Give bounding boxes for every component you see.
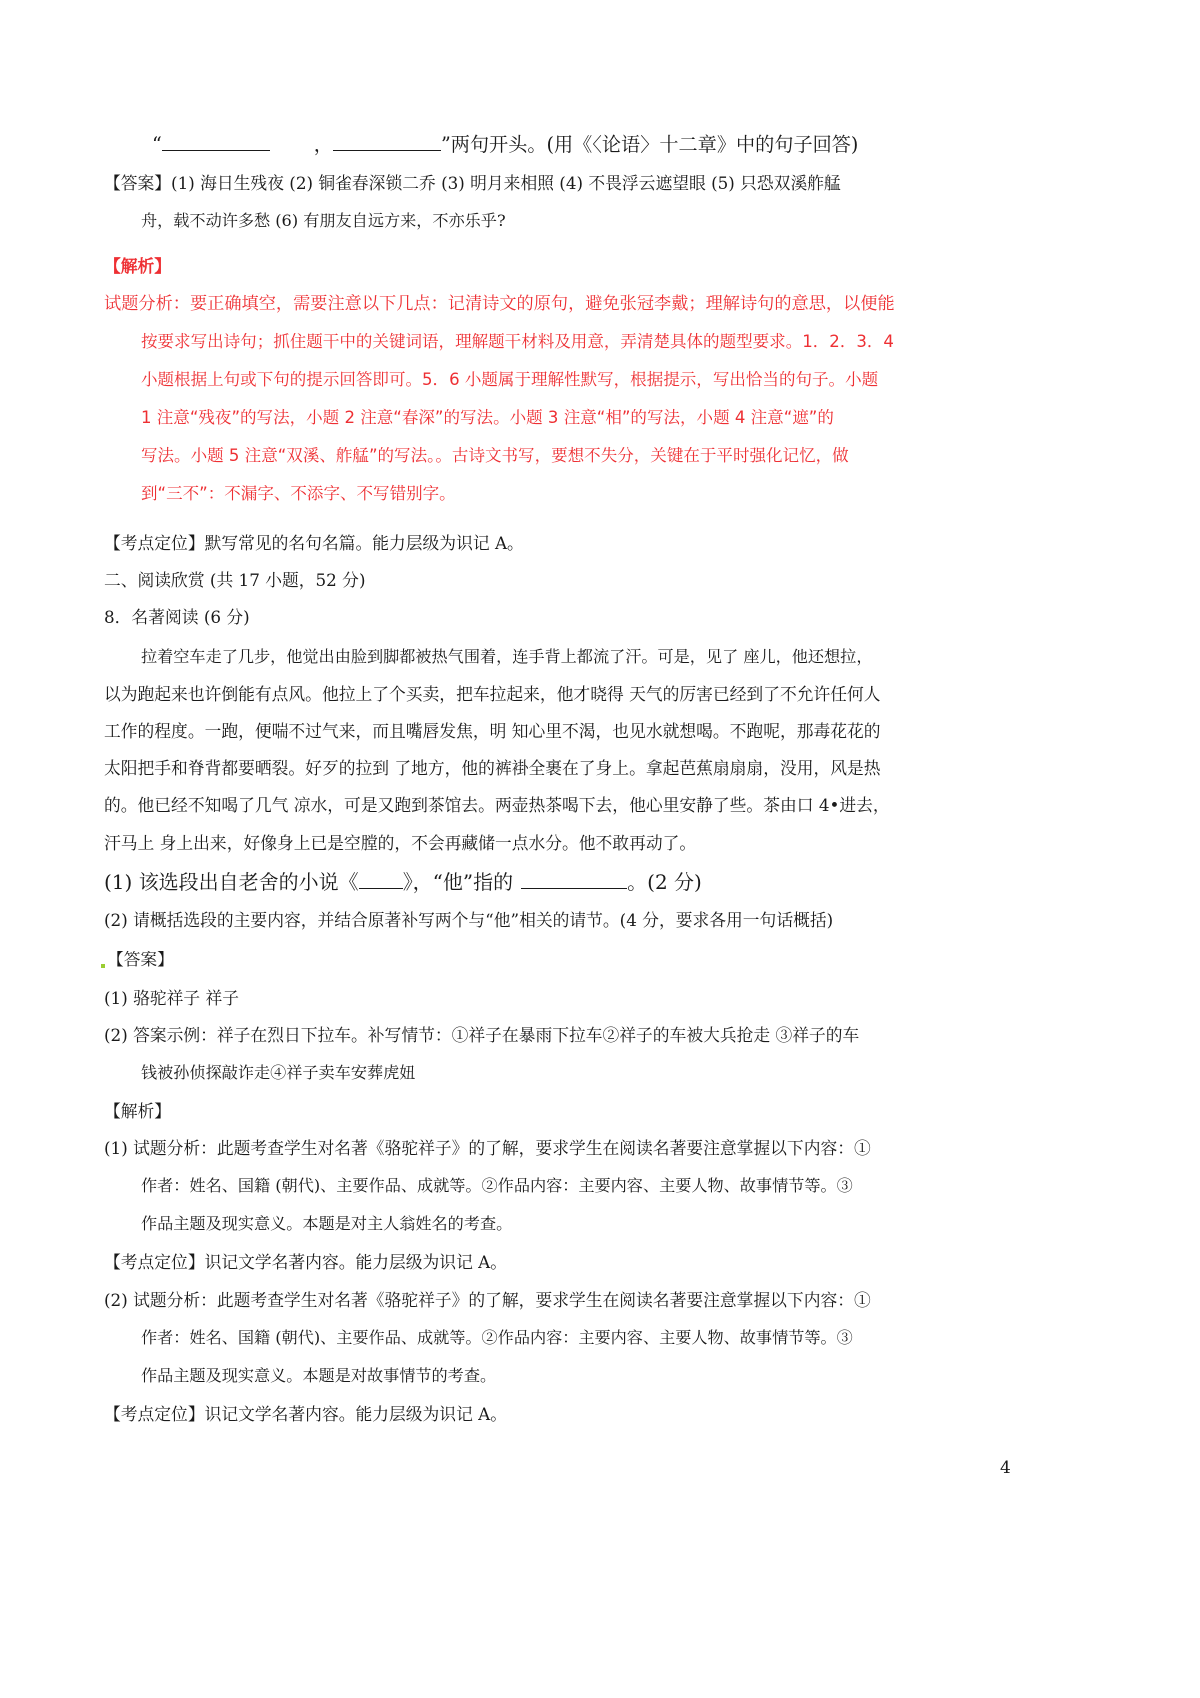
question-8-title: 8．名著阅读 (6 分) [104,607,250,627]
passage-line-5: 的。他已经不知喝了几气 凉水，可是又跑到茶馆去。两壶热茶喝下去，他心里安静了些。茶由口 4•进去， [104,795,890,815]
answer-2-a1: (1) 骆驼祥子 祥子 [104,988,240,1008]
analysis-2-p1-line-2: 作者：姓名、国籍 (朝代)、主要作品、成就等。②作品内容：主要内容、主要人物、故事情节等。③ [141,1176,853,1195]
sub-question-1: (1) 该选段出自老舍的小说《 》，“他”指的 。(2 分) [104,870,702,894]
kaodian-2b: 【考点定位】识记文学名著内容。能力层级为识记 A。 [104,1404,508,1424]
passage-line-1: 拉着空车走了几步，他觉出由脸到脚都被热气围着，连手背上都流了汗。可是，见了 座儿，他还想拉， [141,647,873,666]
analysis-1-line-4: 1 注意“残夜”的写法，小题 2 注意“春深”的写法。小题 3 注意“相”的写法，小题 4 注意“遮”的 [141,408,834,427]
blank-he[interactable] [521,868,627,889]
answer-2-a2-line-1: (2) 答案示例：祥子在烈日下拉车。补写情节：①祥子在暴雨下拉车②祥子的车被大兵抢走 ③祥子的车 [104,1025,860,1045]
kaodian-1: 【考点定位】默写常见的名句名篇。能力层级为识记 A。 [104,533,524,553]
blank-1[interactable] [162,130,270,151]
analysis-1-line-5: 写法。小题 5 注意“双溪、舴艋”的写法。。古诗文书写，要想不失分，关键在于平时强化记忆，做 [141,446,849,465]
analysis-1-heading: 【解析】 [104,256,172,276]
analysis-1-line-6: 到“三不”：不漏字、不添字、不写错别字。 [141,484,456,503]
answer-1-line-2: 舟，载不动许多愁 (6) 有朋友自远方来，不亦乐乎? [141,211,506,230]
kaodian-2a: 【考点定位】识记文学名著内容。能力层级为识记 A。 [104,1252,508,1272]
answer-2-heading: 【答案】 [107,949,174,969]
passage-line-3: 工作的程度。一跑，便喘不过气来，而且嘴唇发焦，明 知心里不渴，也见水就想喝。不跑呢，那毒花花的 [104,721,881,741]
answer-2-a2-line-2: 钱被孙侦探敲诈走④祥子卖车安葬虎妞 [141,1063,416,1082]
section-2-heading: 二、阅读欣赏 (共 17 小题，52 分) [104,570,366,590]
passage-line-6: 汗马上 身上出来，好像身上已是空膛的，不会再藏储一点水分。他不敢再动了。 [104,833,697,853]
passage-line-4: 太阳把手和脊背都要晒裂。好歹的拉到 了地方，他的裤褂全裹在了身上。拿起芭蕉扇扇扇，没用，风是热 [104,758,881,778]
page-number: 4 [1000,1458,1011,1478]
blank-2[interactable] [333,130,441,151]
analysis-2-p2-line-3: 作品主题及现实意义。本题是对故事情节的考查。 [141,1366,497,1385]
analysis-2-p2-line-2: 作者：姓名、国籍 (朝代)、主要作品、成就等。②作品内容：主要内容、主要人物、故事情节等。③ [141,1328,853,1347]
passage-line-2: 以为跑起来也许倒能有点风。他拉上了个买卖，把车拉起来，他才晓得 天气的厉害已经到了不允许任何人 [104,684,881,704]
green-marker [101,964,105,968]
analysis-1-line-1: 试题分析：要正确填空，需要注意以下几点：记清诗文的原句，避免张冠李戴；理解诗句的意思，以便能 [104,294,895,314]
analysis-2-heading: 【解析】 [104,1101,172,1121]
analysis-1-line-3: 小题根据上句或下句的提示回答即可。5．6 小题属于理解性默写，根据提示，写出恰当的句子。小题 [141,370,879,389]
analysis-2-p1-line-1: (1) 试题分析：此题考查学生对名著《骆驼祥子》的了解，要求学生在阅读名著要注意掌握以下内容：① [104,1138,871,1158]
blank-novel[interactable] [359,868,403,889]
answer-1-line-1: 【答案】(1) 海日生残夜 (2) 铜雀春深锁二乔 (3) 明月来相照 (4) 不畏浮云遮望眼 (5) 只恐双溪舴艋 [104,173,841,193]
analysis-2-p2-line-1: (2) 试题分析：此题考查学生对名著《骆驼祥子》的了解，要求学生在阅读名著要注意掌握以下内容：① [104,1290,871,1310]
sub-question-2: (2) 请概括选段的主要内容，并结合原著补写两个与“他”相关的请节。(4 分，要求各用一句话概括) [104,910,834,930]
fill-in-line: “ ， ”两句开头。(用《〈论语〉十二章》中的句子回答) [152,130,1152,159]
analysis-2-p1-line-3: 作品主题及现实意义。本题是对主人翁姓名的考查。 [141,1214,513,1233]
analysis-1-line-2: 按要求写出诗句；抓住题干中的关键词语，理解题干材料及用意，弄清楚具体的题型要求。1．2．3．4 [141,332,894,351]
